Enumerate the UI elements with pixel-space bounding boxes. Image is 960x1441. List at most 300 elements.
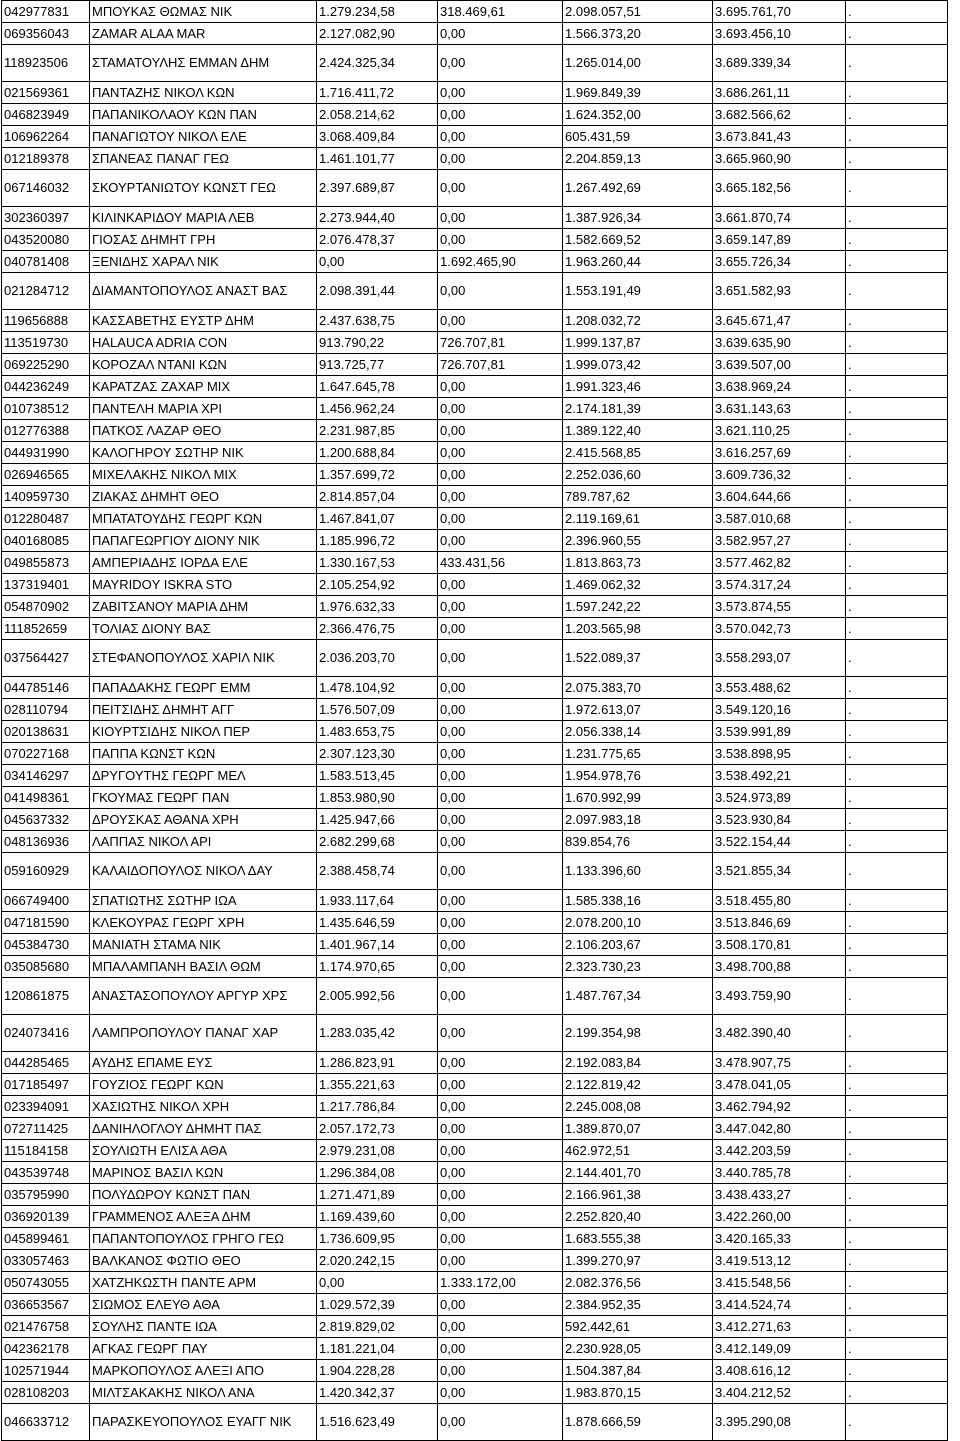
table-row <box>2 1052 948 1074</box>
tax-id-cell: 050743055 <box>2 1272 90 1294</box>
name-cell: ΣΠΑΤΙΩΤΗΣ ΣΩΤΗΡ ΙΩΑ <box>90 890 317 912</box>
name-cell: ΜΑΡΚΟΠΟΥΛΟΣ ΑΛΕΞΙ ΑΠΟ <box>90 1360 317 1382</box>
amount-b-cell: 0,00 <box>438 677 563 699</box>
table-row <box>2 1250 948 1272</box>
name-cell: ΒΑΛΚΑΝΟΣ ΦΩΤΙΟ ΘΕΟ <box>90 1250 317 1272</box>
total-cell: 3.412.149,09 <box>713 1338 846 1360</box>
amount-a-cell: 2.005.992,56 <box>317 978 438 1015</box>
tax-id-cell: 020138631 <box>2 721 90 743</box>
name-cell: ΣΠΑΝΕΑΣ ΠΑΝΑΓ ΓΕΩ <box>90 148 317 170</box>
amount-c-cell: 1.999.137,87 <box>563 332 713 354</box>
name-cell: MAYRIDOY ISKRA STO <box>90 574 317 596</box>
marker-cell: . <box>846 508 948 530</box>
amount-b-cell: 0,00 <box>438 207 563 229</box>
tax-id-cell: 028110794 <box>2 699 90 721</box>
tax-id-cell: 036920139 <box>2 1206 90 1228</box>
tax-id-cell: 028108203 <box>2 1382 90 1404</box>
tax-id-cell: 021284712 <box>2 273 90 310</box>
amount-c-cell: 2.098.057,51 <box>563 1 713 23</box>
table-row <box>2 1228 948 1250</box>
table-row <box>2 376 948 398</box>
marker-cell: . <box>846 148 948 170</box>
amount-a-cell: 2.424.325,34 <box>317 45 438 82</box>
total-cell: 3.518.455,80 <box>713 890 846 912</box>
marker-cell: . <box>846 1074 948 1096</box>
tax-id-cell: 118923506 <box>2 45 90 82</box>
name-cell: ΚΑΡΑΤΖΑΣ ΖΑΧΑΡ ΜΙΧ <box>90 376 317 398</box>
name-cell: ΜΑΡΙΝΟΣ ΒΑΣΙΛ ΚΩΝ <box>90 1162 317 1184</box>
table-row <box>2 596 948 618</box>
amount-a-cell: 1.420.342,37 <box>317 1382 438 1404</box>
table-row <box>2 618 948 640</box>
amount-b-cell: 0,00 <box>438 420 563 442</box>
tax-id-cell: 066749400 <box>2 890 90 912</box>
name-cell: ΠΑΠΑΝΙΚΟΛΑΟΥ ΚΩΝ ΠΑΝ <box>90 104 317 126</box>
amount-c-cell: 789.787,62 <box>563 486 713 508</box>
tax-id-cell: 040781408 <box>2 251 90 273</box>
tax-id-cell: 113519730 <box>2 332 90 354</box>
amount-b-cell: 0,00 <box>438 596 563 618</box>
marker-cell: . <box>846 596 948 618</box>
amount-c-cell: 1.670.992,99 <box>563 787 713 809</box>
name-cell: ΠΑΝΑΓΙΩΤΟΥ ΝΙΚΟΛ ΕΛΕ <box>90 126 317 148</box>
amount-b-cell: 0,00 <box>438 934 563 956</box>
table-row <box>2 104 948 126</box>
marker-cell: . <box>846 743 948 765</box>
amount-b-cell: 0,00 <box>438 23 563 45</box>
table-row <box>2 530 948 552</box>
name-cell: ΔΙΑΜΑΝΤΟΠΟΥΛΟΣ ΑΝΑΣΤ ΒΑΣ <box>90 273 317 310</box>
amount-c-cell: 2.174.181,39 <box>563 398 713 420</box>
marker-cell: . <box>846 699 948 721</box>
marker-cell: . <box>846 1272 948 1294</box>
total-cell: 3.549.120,16 <box>713 699 846 721</box>
tax-id-cell: 043539748 <box>2 1162 90 1184</box>
tax-id-cell: 042362178 <box>2 1338 90 1360</box>
tax-id-cell: 069225290 <box>2 354 90 376</box>
name-cell: ΑΥΔΗΣ ΕΠΑΜΕ ΕΥΣ <box>90 1052 317 1074</box>
name-cell: ΚΛΕΚΟΥΡΑΣ ΓΕΩΡΓ ΧΡΗ <box>90 912 317 934</box>
amount-c-cell: 1.624.352,00 <box>563 104 713 126</box>
amount-c-cell: 1.878.666,59 <box>563 1404 713 1441</box>
marker-cell: . <box>846 934 948 956</box>
total-cell: 3.404.212,52 <box>713 1382 846 1404</box>
amount-b-cell: 0,00 <box>438 398 563 420</box>
marker-cell: . <box>846 23 948 45</box>
amount-c-cell: 1.469.062,32 <box>563 574 713 596</box>
name-cell: ΛΑΠΠΑΣ ΝΙΚΟΛ ΑΡΙ <box>90 831 317 853</box>
total-cell: 3.412.271,63 <box>713 1316 846 1338</box>
name-cell: HALAUCA ADRIA CON <box>90 332 317 354</box>
amount-b-cell: 0,00 <box>438 45 563 82</box>
total-cell: 3.414.524,74 <box>713 1294 846 1316</box>
total-cell: 3.440.785,78 <box>713 1162 846 1184</box>
name-cell: ΤΟΛΙΑΣ ΔΙΟΝΥ ΒΑΣ <box>90 618 317 640</box>
marker-cell: . <box>846 464 948 486</box>
marker-cell: . <box>846 1 948 23</box>
marker-cell: . <box>846 273 948 310</box>
table-row <box>2 1015 948 1052</box>
amount-b-cell: 0,00 <box>438 530 563 552</box>
name-cell: ΧΑΤΖΗΚΩΣΤΗ ΠΑΝΤΕ ΑΡΜ <box>90 1272 317 1294</box>
amount-b-cell: 0,00 <box>438 104 563 126</box>
name-cell: ΠΑΝΤΕΛΗ ΜΑΡΙΑ ΧΡΙ <box>90 398 317 420</box>
table-row <box>2 1206 948 1228</box>
amount-c-cell: 1.504.387,84 <box>563 1360 713 1382</box>
table-row <box>2 1338 948 1360</box>
amount-b-cell: 0,00 <box>438 508 563 530</box>
table-body <box>2 1 948 1441</box>
amount-c-cell: 605.431,59 <box>563 126 713 148</box>
amount-b-cell: 0,00 <box>438 1052 563 1074</box>
total-cell: 3.631.143,63 <box>713 398 846 420</box>
table-row <box>2 1074 948 1096</box>
amount-c-cell: 1.208.032,72 <box>563 310 713 332</box>
amount-a-cell: 2.231.987,85 <box>317 420 438 442</box>
marker-cell: . <box>846 978 948 1015</box>
amount-a-cell: 2.076.478,37 <box>317 229 438 251</box>
amount-a-cell: 2.127.082,90 <box>317 23 438 45</box>
tax-id-cell: 070227168 <box>2 743 90 765</box>
amount-b-cell: 0,00 <box>438 721 563 743</box>
amount-c-cell: 2.252.820,40 <box>563 1206 713 1228</box>
marker-cell: . <box>846 442 948 464</box>
table-row <box>2 574 948 596</box>
amount-b-cell: 0,00 <box>438 82 563 104</box>
amount-b-cell: 0,00 <box>438 229 563 251</box>
marker-cell: . <box>846 354 948 376</box>
total-cell: 3.539.991,89 <box>713 721 846 743</box>
marker-cell: . <box>846 809 948 831</box>
tax-id-cell: 072711425 <box>2 1118 90 1140</box>
name-cell: ΠΑΝΤΑΖΗΣ ΝΙΚΟΛ ΚΩΝ <box>90 82 317 104</box>
table-row <box>2 126 948 148</box>
amount-c-cell: 2.384.952,35 <box>563 1294 713 1316</box>
tax-id-cell: 040168085 <box>2 530 90 552</box>
amount-a-cell: 1.181.221,04 <box>317 1338 438 1360</box>
amount-a-cell: 1.330.167,53 <box>317 552 438 574</box>
amount-b-cell: 0,00 <box>438 978 563 1015</box>
table-row <box>2 1316 948 1338</box>
name-cell: ΓΟΥΖΙΟΣ ΓΕΩΡΓ ΚΩΝ <box>90 1074 317 1096</box>
amount-c-cell: 462.972,51 <box>563 1140 713 1162</box>
amount-a-cell: 1.169.439,60 <box>317 1206 438 1228</box>
amount-c-cell: 2.415.568,85 <box>563 442 713 464</box>
amount-b-cell: 0,00 <box>438 1316 563 1338</box>
amount-a-cell: 2.819.829,02 <box>317 1316 438 1338</box>
amount-a-cell: 1.286.823,91 <box>317 1052 438 1074</box>
name-cell: ΠΟΛΥΔΩΡΟΥ ΚΩΝΣΤ ΠΑΝ <box>90 1184 317 1206</box>
total-cell: 3.616.257,69 <box>713 442 846 464</box>
amount-b-cell: 0,00 <box>438 1184 563 1206</box>
name-cell: ΣΟΥΛΗΣ ΠΑΝΤΕ ΙΩΑ <box>90 1316 317 1338</box>
amount-b-cell: 0,00 <box>438 1382 563 1404</box>
amount-a-cell: 1.478.104,92 <box>317 677 438 699</box>
amount-c-cell: 1.813.863,73 <box>563 552 713 574</box>
amount-a-cell: 2.979.231,08 <box>317 1140 438 1162</box>
amount-b-cell: 318.469,61 <box>438 1 563 23</box>
amount-a-cell: 1.853.980,90 <box>317 787 438 809</box>
total-cell: 3.695.761,70 <box>713 1 846 23</box>
name-cell: ΚΑΛΑΙΔΟΠΟΥΛΟΣ ΝΙΚΟΛ ΔΑΥ <box>90 853 317 890</box>
amount-b-cell: 0,00 <box>438 310 563 332</box>
total-cell: 3.582.957,27 <box>713 530 846 552</box>
amount-b-cell: 0,00 <box>438 912 563 934</box>
amount-a-cell: 2.020.242,15 <box>317 1250 438 1272</box>
name-cell: ΜΙΧΕΛΑΚΗΣ ΝΙΚΟΛ ΜΙΧ <box>90 464 317 486</box>
amount-a-cell: 2.307.123,30 <box>317 743 438 765</box>
amount-a-cell: 1.933.117,64 <box>317 890 438 912</box>
total-cell: 3.508.170,81 <box>713 934 846 956</box>
marker-cell: . <box>846 853 948 890</box>
amount-a-cell: 2.437.638,75 <box>317 310 438 332</box>
table-row <box>2 743 948 765</box>
amount-c-cell: 2.199.354,98 <box>563 1015 713 1052</box>
tax-id-cell: 033057463 <box>2 1250 90 1272</box>
amount-b-cell: 0,00 <box>438 699 563 721</box>
amount-c-cell: 1.969.849,39 <box>563 82 713 104</box>
amount-a-cell: 0,00 <box>317 1272 438 1294</box>
name-cell: ΚΙΟΥΡΤΣΙΔΗΣ ΝΙΚΟΛ ΠΕΡ <box>90 721 317 743</box>
marker-cell: . <box>846 530 948 552</box>
name-cell: ΞΕΝΙΔΗΣ ΧΑΡΑΛ ΝΙΚ <box>90 251 317 273</box>
amount-c-cell: 839.854,76 <box>563 831 713 853</box>
amount-c-cell: 1.203.565,98 <box>563 618 713 640</box>
tax-id-cell: 302360397 <box>2 207 90 229</box>
table-row <box>2 978 948 1015</box>
amount-c-cell: 2.119.169,61 <box>563 508 713 530</box>
table-row <box>2 82 948 104</box>
amount-c-cell: 1.265.014,00 <box>563 45 713 82</box>
tax-id-cell: 045637332 <box>2 809 90 831</box>
total-cell: 3.621.110,25 <box>713 420 846 442</box>
name-cell: ΓΙΟΣΑΣ ΔΗΜΗΤ ΓΡΗ <box>90 229 317 251</box>
marker-cell: . <box>846 1338 948 1360</box>
total-cell: 3.493.759,90 <box>713 978 846 1015</box>
amount-a-cell: 1.185.996,72 <box>317 530 438 552</box>
marker-cell: . <box>846 310 948 332</box>
tax-id-cell: 119656888 <box>2 310 90 332</box>
marker-cell: . <box>846 332 948 354</box>
name-cell: ΠΑΠΑΝΤΟΠΟΥΛΟΣ ΓΡΗΓΟ ΓΕΩ <box>90 1228 317 1250</box>
table-row <box>2 45 948 82</box>
amount-a-cell: 1.483.653,75 <box>317 721 438 743</box>
name-cell: ΠΑΠΑΔΑΚΗΣ ΓΕΩΡΓ ΕΜΜ <box>90 677 317 699</box>
name-cell: ZAMAR ALAA MAR <box>90 23 317 45</box>
amount-a-cell: 2.397.689,87 <box>317 170 438 207</box>
name-cell: ΜΑΝΙΑΤΗ ΣΤΑΜΑ ΝΙΚ <box>90 934 317 956</box>
marker-cell: . <box>846 251 948 273</box>
amount-c-cell: 1.585.338,16 <box>563 890 713 912</box>
amount-b-cell: 0,00 <box>438 574 563 596</box>
name-cell: ΖΑΒΙΤΣΑΝΟΥ ΜΑΡΙΑ ΔΗΜ <box>90 596 317 618</box>
amount-b-cell: 0,00 <box>438 831 563 853</box>
tax-id-cell: 044236249 <box>2 376 90 398</box>
table-row <box>2 420 948 442</box>
table-row <box>2 1140 948 1162</box>
amount-c-cell: 2.230.928,05 <box>563 1338 713 1360</box>
table-row <box>2 1 948 23</box>
tax-id-cell: 047181590 <box>2 912 90 934</box>
total-cell: 3.655.726,34 <box>713 251 846 273</box>
name-cell: ΠΑΠΑΓΕΩΡΓΙΟΥ ΔΙΟΝΥ ΝΙΚ <box>90 530 317 552</box>
total-cell: 3.639.507,00 <box>713 354 846 376</box>
amount-b-cell: 0,00 <box>438 1294 563 1316</box>
total-cell: 3.577.462,82 <box>713 552 846 574</box>
amount-a-cell: 1.467.841,07 <box>317 508 438 530</box>
table-row <box>2 831 948 853</box>
ranking-table <box>1 0 948 1441</box>
marker-cell: . <box>846 1316 948 1338</box>
tax-id-cell: 115184158 <box>2 1140 90 1162</box>
total-cell: 3.523.930,84 <box>713 809 846 831</box>
amount-c-cell: 2.106.203,67 <box>563 934 713 956</box>
amount-c-cell: 2.323.730,23 <box>563 956 713 978</box>
amount-a-cell: 1.647.645,78 <box>317 376 438 398</box>
amount-c-cell: 1.389.870,07 <box>563 1118 713 1140</box>
marker-cell: . <box>846 376 948 398</box>
tax-id-cell: 012189378 <box>2 148 90 170</box>
tax-id-cell: 036653567 <box>2 1294 90 1316</box>
amount-a-cell: 1.357.699,72 <box>317 464 438 486</box>
tax-id-cell: 026946565 <box>2 464 90 486</box>
amount-b-cell: 726.707,81 <box>438 332 563 354</box>
total-cell: 3.513.846,69 <box>713 912 846 934</box>
name-cell: ΔΡΥΓΟΥΤΗΣ ΓΕΩΡΓ ΜΕΛ <box>90 765 317 787</box>
name-cell: ΧΑΣΙΩΤΗΣ ΝΙΚΟΛ ΧΡΗ <box>90 1096 317 1118</box>
total-cell: 3.395.290,08 <box>713 1404 846 1441</box>
total-cell: 3.538.898,95 <box>713 743 846 765</box>
total-cell: 3.661.870,74 <box>713 207 846 229</box>
amount-c-cell: 2.192.083,84 <box>563 1052 713 1074</box>
amount-b-cell: 0,00 <box>438 809 563 831</box>
table-row <box>2 765 948 787</box>
name-cell: ΠΑΠΠΑ ΚΩΝΣΤ ΚΩΝ <box>90 743 317 765</box>
total-cell: 3.524.973,89 <box>713 787 846 809</box>
marker-cell: . <box>846 486 948 508</box>
tax-id-cell: 111852659 <box>2 618 90 640</box>
marker-cell: . <box>846 574 948 596</box>
total-cell: 3.422.260,00 <box>713 1206 846 1228</box>
name-cell: ΑΝΑΣΤΑΣΟΠΟΥΛΟΥ ΑΡΓΥΡ ΧΡΣ <box>90 978 317 1015</box>
amount-a-cell: 1.516.623,49 <box>317 1404 438 1441</box>
amount-b-cell: 1.333.172,00 <box>438 1272 563 1294</box>
table-row <box>2 1118 948 1140</box>
amount-b-cell: 0,00 <box>438 618 563 640</box>
amount-b-cell: 0,00 <box>438 640 563 677</box>
marker-cell: . <box>846 1184 948 1206</box>
tax-id-cell: 021569361 <box>2 82 90 104</box>
amount-a-cell: 1.174.970,65 <box>317 956 438 978</box>
amount-a-cell: 1.217.786,84 <box>317 1096 438 1118</box>
table-row <box>2 486 948 508</box>
total-cell: 3.665.182,56 <box>713 170 846 207</box>
amount-c-cell: 2.078.200,10 <box>563 912 713 934</box>
amount-c-cell: 1.983.870,15 <box>563 1382 713 1404</box>
name-cell: ΜΠΑΛΑΜΠΑΝΗ ΒΑΣΙΛ ΘΩΜ <box>90 956 317 978</box>
amount-c-cell: 1.683.555,38 <box>563 1228 713 1250</box>
total-cell: 3.645.671,47 <box>713 310 846 332</box>
table-row <box>2 1360 948 1382</box>
amount-b-cell: 726.707,81 <box>438 354 563 376</box>
amount-a-cell: 2.098.391,44 <box>317 273 438 310</box>
tax-id-cell: 017185497 <box>2 1074 90 1096</box>
amount-a-cell: 1.279.234,58 <box>317 1 438 23</box>
amount-b-cell: 0,00 <box>438 1074 563 1096</box>
table-row <box>2 207 948 229</box>
table-row <box>2 1294 948 1316</box>
tax-id-cell: 137319401 <box>2 574 90 596</box>
marker-cell: . <box>846 126 948 148</box>
marker-cell: . <box>846 398 948 420</box>
total-cell: 3.638.969,24 <box>713 376 846 398</box>
tax-id-cell: 067146032 <box>2 170 90 207</box>
table-row <box>2 787 948 809</box>
marker-cell: . <box>846 1052 948 1074</box>
total-cell: 3.693.456,10 <box>713 23 846 45</box>
amount-c-cell: 2.396.960,55 <box>563 530 713 552</box>
amount-a-cell: 3.068.409,84 <box>317 126 438 148</box>
name-cell: ΑΜΠΕΡΙΑΔΗΣ ΙΟΡΔΑ ΕΛΕ <box>90 552 317 574</box>
table-row <box>2 170 948 207</box>
marker-cell: . <box>846 765 948 787</box>
amount-a-cell: 1.583.513,45 <box>317 765 438 787</box>
amount-a-cell: 913.725,77 <box>317 354 438 376</box>
marker-cell: . <box>846 1206 948 1228</box>
total-cell: 3.482.390,40 <box>713 1015 846 1052</box>
amount-a-cell: 1.456.962,24 <box>317 398 438 420</box>
tax-id-cell: 044785146 <box>2 677 90 699</box>
amount-a-cell: 1.435.646,59 <box>317 912 438 934</box>
amount-b-cell: 1.692.465,90 <box>438 251 563 273</box>
marker-cell: . <box>846 170 948 207</box>
name-cell: ΠΑΤΚΟΣ ΛΑΖΑΡ ΘΕΟ <box>90 420 317 442</box>
tax-id-cell: 054870902 <box>2 596 90 618</box>
amount-c-cell: 2.252.036,60 <box>563 464 713 486</box>
total-cell: 3.604.644,66 <box>713 486 846 508</box>
name-cell: ΠΕΙΤΣΙΔΗΣ ΔΗΜΗΤ ΑΓΓ <box>90 699 317 721</box>
table-row <box>2 508 948 530</box>
name-cell: ΔΡΟΥΣΚΑΣ ΑΘΑΝΑ ΧΡΗ <box>90 809 317 831</box>
name-cell: ΜΠΑΤΑΤΟΥΔΗΣ ΓΕΩΡΓ ΚΩΝ <box>90 508 317 530</box>
amount-b-cell: 0,00 <box>438 1250 563 1272</box>
amount-a-cell: 1.976.632,33 <box>317 596 438 618</box>
amount-c-cell: 1.267.492,69 <box>563 170 713 207</box>
amount-a-cell: 1.904.228,28 <box>317 1360 438 1382</box>
amount-b-cell: 0,00 <box>438 765 563 787</box>
amount-b-cell: 0,00 <box>438 1140 563 1162</box>
table-row <box>2 934 948 956</box>
table-row <box>2 354 948 376</box>
total-cell: 3.609.736,32 <box>713 464 846 486</box>
amount-b-cell: 0,00 <box>438 1015 563 1052</box>
total-cell: 3.408.616,12 <box>713 1360 846 1382</box>
tax-id-cell: 045384730 <box>2 934 90 956</box>
amount-b-cell: 0,00 <box>438 1228 563 1250</box>
name-cell: ΑΓΚΑΣ ΓΕΩΡΓ ΠΑΥ <box>90 1338 317 1360</box>
marker-cell: . <box>846 890 948 912</box>
amount-b-cell: 0,00 <box>438 464 563 486</box>
marker-cell: . <box>846 45 948 82</box>
tax-id-cell: 034146297 <box>2 765 90 787</box>
tax-id-cell: 045899461 <box>2 1228 90 1250</box>
total-cell: 3.587.010,68 <box>713 508 846 530</box>
total-cell: 3.665.960,90 <box>713 148 846 170</box>
amount-c-cell: 2.097.983,18 <box>563 809 713 831</box>
amount-c-cell: 2.166.961,38 <box>563 1184 713 1206</box>
table-row <box>2 148 948 170</box>
tax-id-cell: 046823949 <box>2 104 90 126</box>
